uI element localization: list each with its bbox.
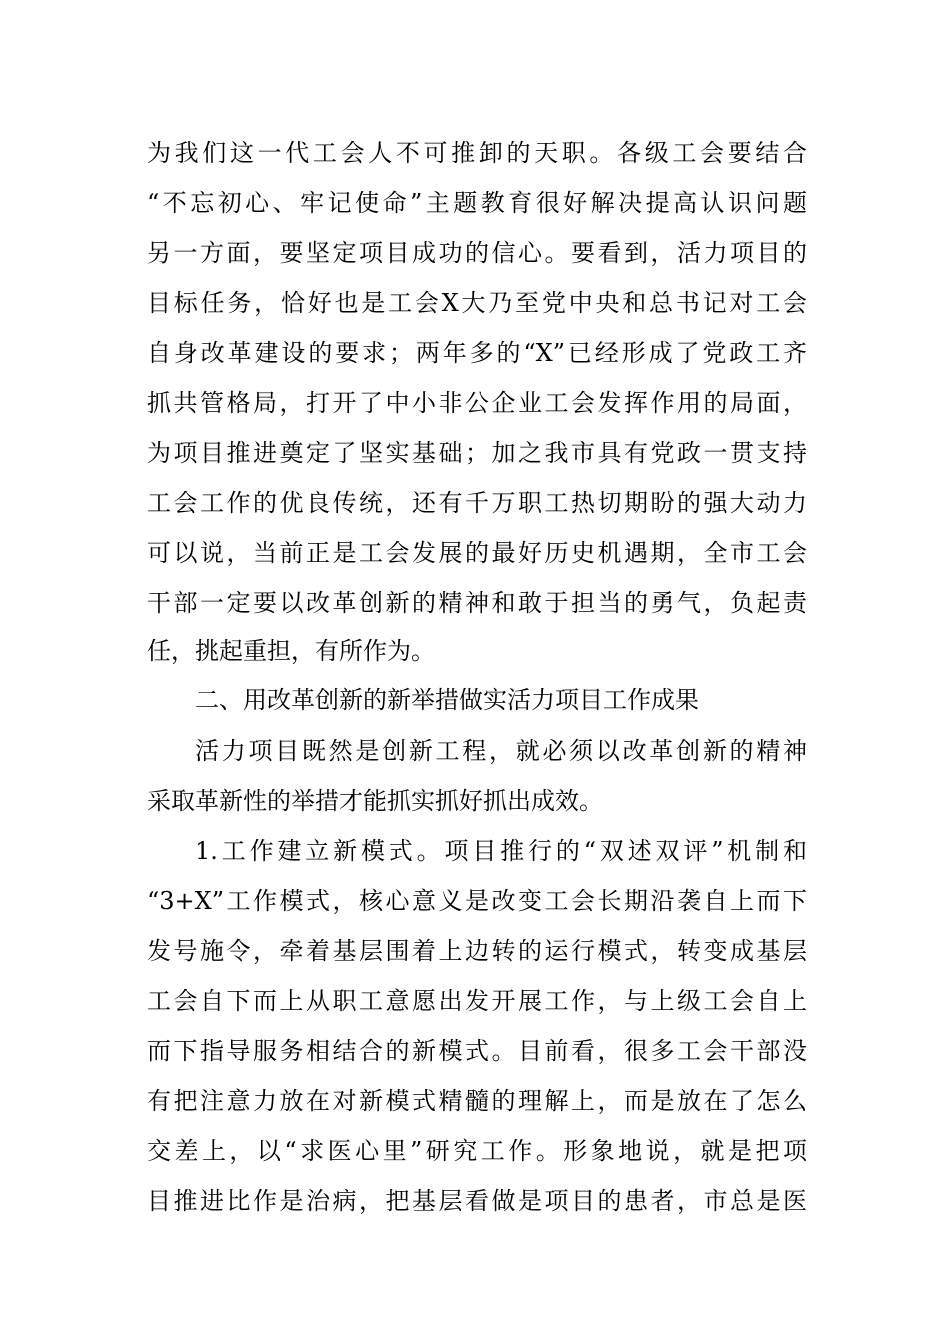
paragraph-line: 有把注意力放在对新模式精髓的理解上，而是放在了怎么 [147,1087,807,1115]
paragraph-line: 自身改革建设的要求；两年多的“X”已经形成了党政工齐 [147,339,807,367]
paragraph-line: 工会工作的优良传统，还有千万职工热切期盼的强大动力 [147,489,807,517]
paragraph-line: 抓共管格局，打开了中小非公企业工会发挥作用的局面， [147,389,807,417]
paragraph-line: 活力项目既然是创新工程，就必须以改革创新的精神 [195,737,807,765]
paragraph-line: 可以说，当前正是工会发展的最好历史机遇期，全市工会 [147,539,807,567]
paragraph-line: “不忘初心、牢记使命”主题教育很好解决提高认识问题 [147,189,807,217]
paragraph-line: 工会自下而上从职工意愿出发开展工作，与上级工会自上 [147,987,807,1015]
paragraph-line: 目推进比作是治病，把基层看做是项目的患者，市总是医 [147,1187,807,1215]
paragraph-line: “3+X”工作模式，核心意义是改变工会长期沿袭自上而下 [147,887,807,915]
paragraph-line: 干部一定要以改革创新的精神和敢于担当的勇气，负起责 [147,589,807,617]
section-heading: 二、用改革创新的新举措做实活力项目工作成果 [195,686,699,714]
paragraph-line: 任，挑起重担，有所作为。 [147,637,435,665]
paragraph-line: 为我们这一代工会人不可推卸的天职。各级工会要结合 [147,139,807,167]
paragraph-line: 交差上，以“求医心里”研究工作。形象地说，就是把项 [147,1137,807,1165]
paragraph-line: 目标任务，恰好也是工会X大乃至党中央和总书记对工会 [147,289,807,317]
paragraph-line: 采取革新性的举措才能抓实抓好抓出成效。 [147,787,603,815]
paragraph-line: 而下指导服务相结合的新模式。目前看，很多工会干部没 [147,1037,807,1065]
paragraph-line: 发号施令，牵着基层围着上边转的运行模式，转变成基层 [147,937,807,965]
paragraph-line: 1.工作建立新模式。项目推行的“双述双评”机制和 [195,837,807,865]
paragraph-line: 为项目推进奠定了坚实基础；加之我市具有党政一贯支持 [147,439,807,467]
paragraph-line: 另一方面，要坚定项目成功的信心。要看到，活力项目的 [147,239,807,267]
